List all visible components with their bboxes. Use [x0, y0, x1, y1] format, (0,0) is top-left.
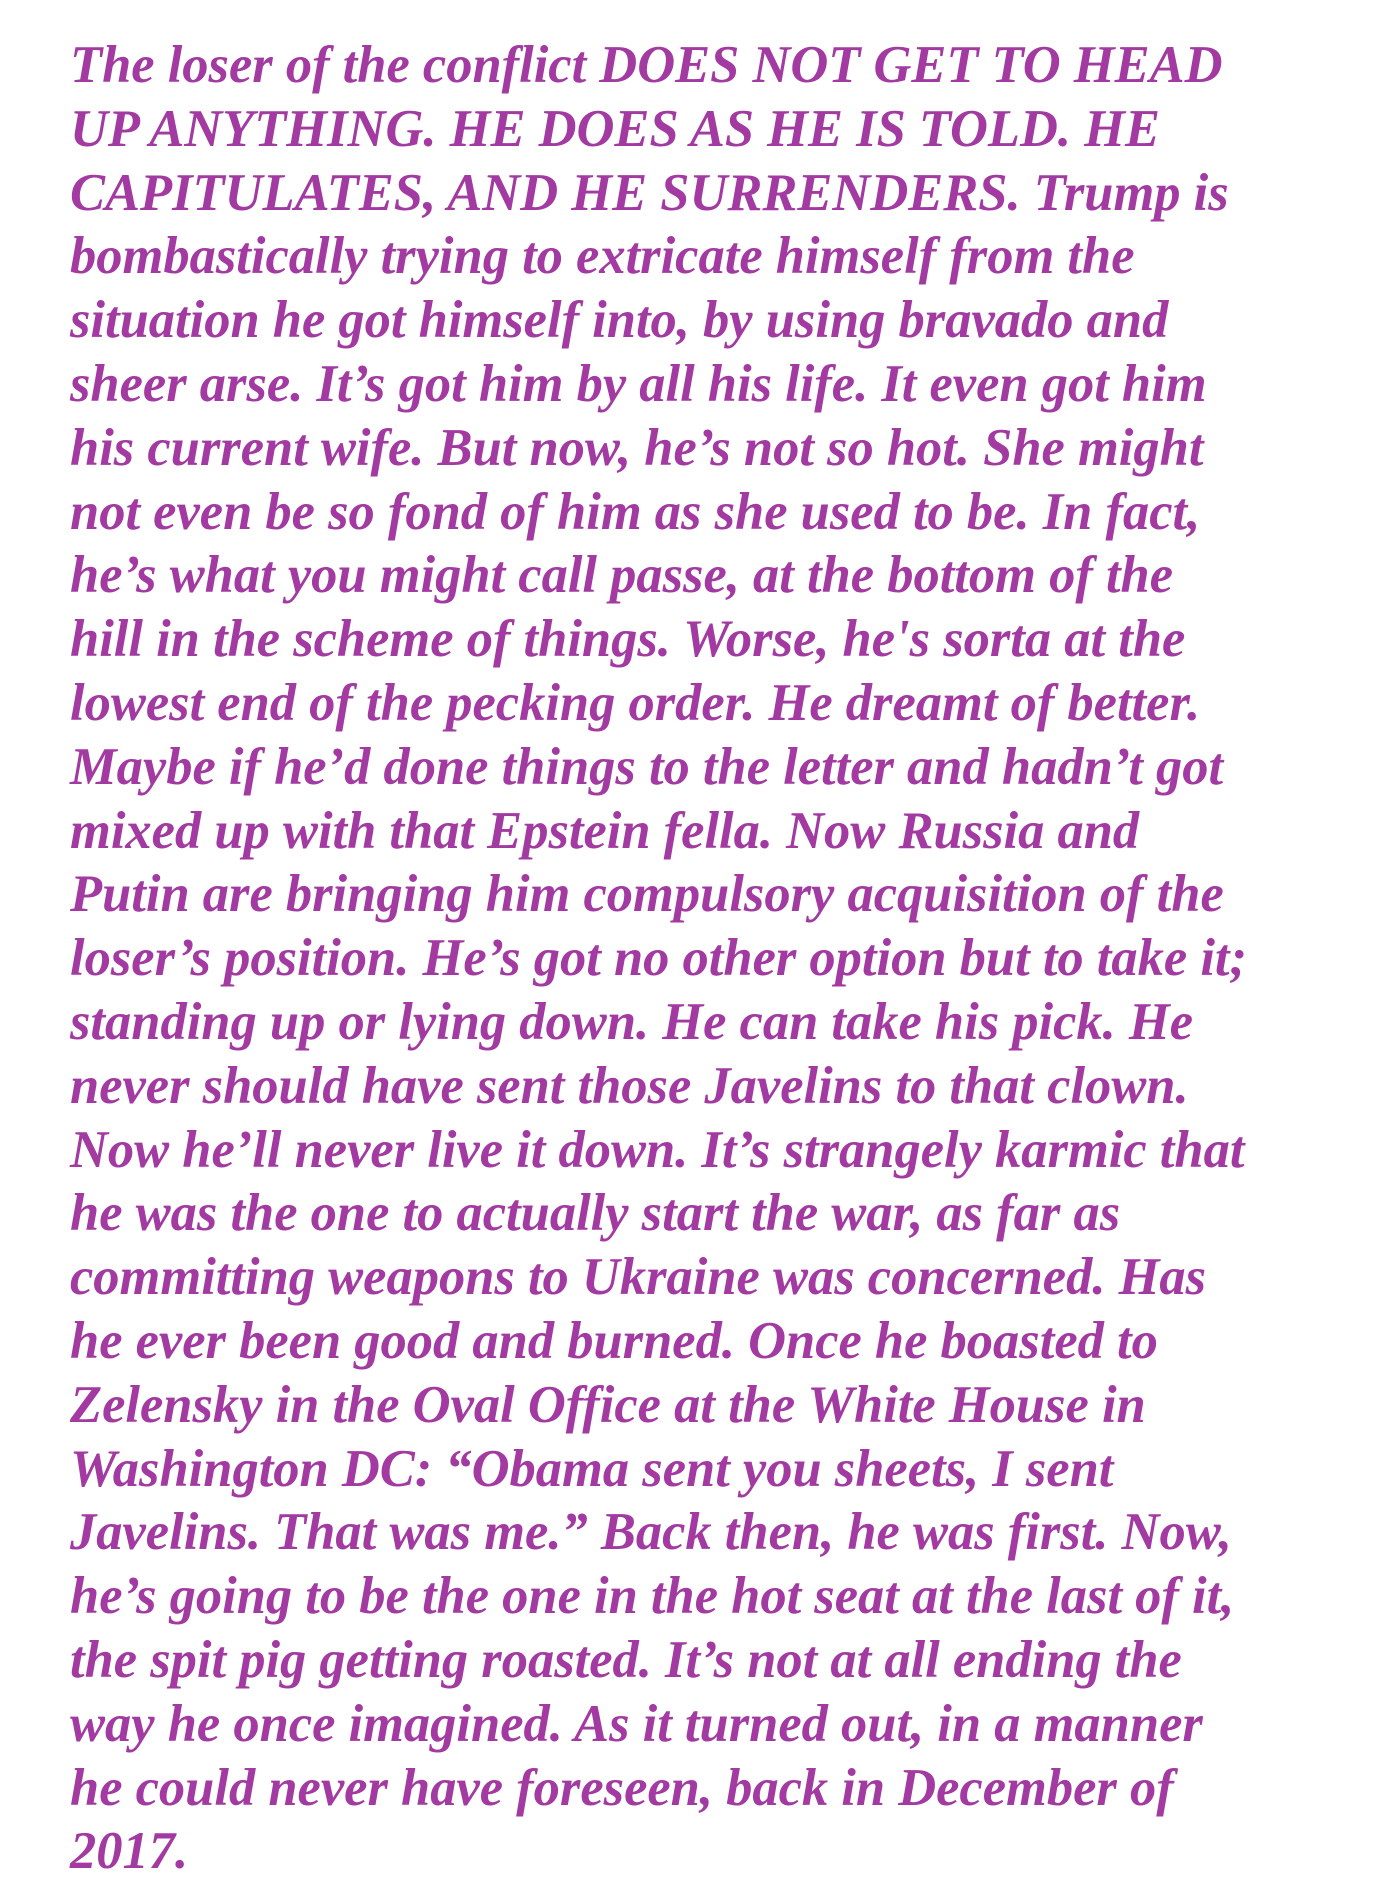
text-line: hill in the scheme of things. Worse, he's sorta at the: [70, 610, 1186, 669]
text-line: sheer arse. It’s got him by all his life. It even got him: [70, 354, 1207, 413]
text-line: Zelensky in the Oval Office at the White House in: [70, 1375, 1146, 1434]
body-text: [70, 34, 1370, 1884]
text-line: way he once imagined. As it turned out, in a manner: [70, 1694, 1203, 1753]
text-line: loser’s position. He’s got no other option but to take it;: [70, 929, 1247, 988]
text-line: Maybe if he’d done things to the letter and hadn’t got: [70, 737, 1224, 796]
text-line: he could never have foreseen, back in December of: [70, 1758, 1174, 1817]
text-line: standing up or lying down. He can take his pick. He: [70, 992, 1194, 1051]
text-line: his current wife. But now, he’s not so hot. She might: [70, 418, 1204, 477]
text-line: Washington DC: “Obama sent you sheets, I sent: [70, 1439, 1114, 1498]
text-line: lowest end of the pecking order. He dreamt of better.: [70, 673, 1201, 732]
text-line: CAPITULATES, AND HE SURRENDERS. Trump is: [70, 163, 1229, 222]
text-line: UP ANYTHING. HE DOES AS HE IS TOLD. HE: [70, 99, 1161, 158]
text-line: committing weapons to Ukraine was concerned. Has: [70, 1248, 1207, 1307]
text-line: Putin are bringing him compulsory acquisition of the: [70, 865, 1224, 924]
text-line: Now he’ll never live it down. It’s strangely karmic that: [70, 1120, 1245, 1179]
text-line: The loser of the conflict DOES NOT GET TO HEAD: [70, 36, 1223, 94]
text-line: he’s going to be the one in the hot seat at the last of it,: [70, 1567, 1235, 1626]
text-line: mixed up with that Epstein fella. Now Russia and: [70, 801, 1140, 860]
text-line: he ever been good and burned. Once he boasted to: [70, 1311, 1158, 1370]
text-line: the spit pig getting roasted. It’s not at all ending the: [70, 1630, 1182, 1689]
text-line: bombastically trying to extricate himself from the: [70, 227, 1135, 286]
text-line: not even be so fond of him as she used to be. In fact,: [70, 482, 1201, 541]
text-line: Javelins. That was me.” Back then, he was first. Now,: [70, 1503, 1232, 1562]
text-line: never should have sent those Javelins to that clown.: [70, 1056, 1189, 1115]
text-line: 2017.: [70, 1822, 189, 1881]
text-line: he’s what you might call passe, at the bottom of the: [70, 546, 1174, 605]
text-line: situation he got himself into, by using bravado and: [70, 291, 1169, 350]
text-line: he was the one to actually start the war, as far as: [70, 1184, 1121, 1243]
